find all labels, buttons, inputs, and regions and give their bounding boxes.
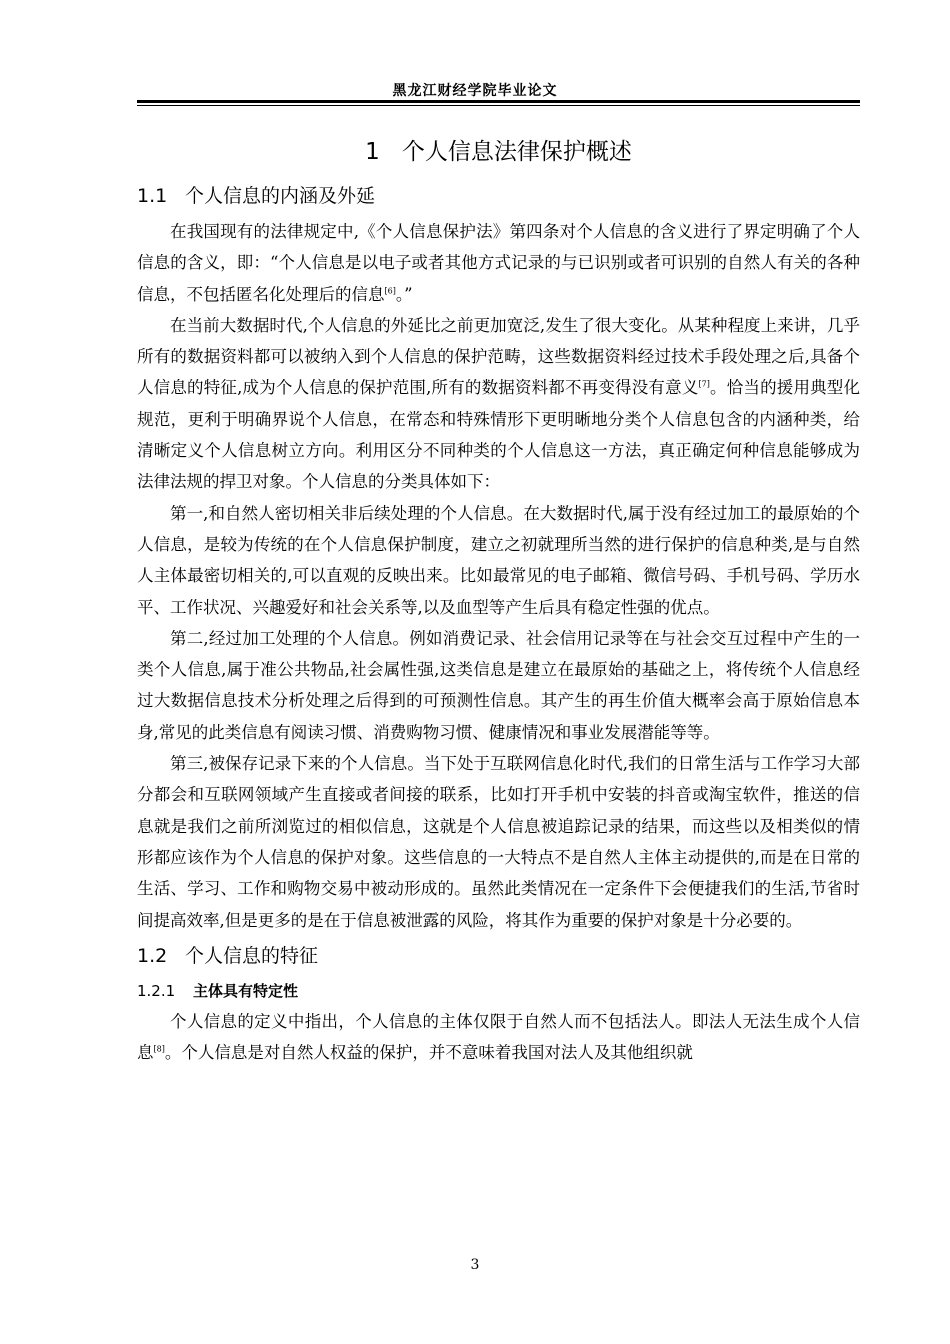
chapter-title: 个人信息法律保护概述: [401, 139, 632, 165]
chapter-heading: [137, 128, 860, 176]
running-header: 黑龙江财经学院毕业论文: [392, 83, 558, 99]
section-title: 个人信息的内涵及外延: [185, 185, 376, 207]
section-title: 个人信息的特征: [185, 944, 319, 967]
paragraph: [137, 310, 860, 498]
citation: [7]: [698, 379, 710, 389]
paragraph-text: 。”: [395, 284, 413, 304]
paragraph: [137, 216, 860, 310]
subsection-heading-1-2-1: [137, 976, 860, 1006]
header-rule-thin: [137, 105, 860, 106]
page-number: 3: [470, 1257, 480, 1273]
paragraph-text: 。个人信息是对自然人权益的保护，并不意味着我国对法人及其他组织就: [164, 1043, 693, 1063]
paragraph-text: 个人信息的定义中指出，个人信息的主体仅限于自然人而不包括法人。即法人无法生成个人信息: [137, 1011, 860, 1063]
paragraph: 第二,经过加工处理的个人信息。例如消费记录、社会信用记录等在与社会交互过程中产生的一类个人信息,属于准公共物品,社会属性强,这类信息是建立在最原始的基础之上，将传统个人信息经过大数据信息技术分析处理之后得到的可预测性信息。其产生的再生价值大概率会高于原始信息本身,常见的此类信息有阅读习惯、消费购物习惯、健康情况和事业发展潜能等等。: [137, 628, 860, 742]
header-rule-thick: [137, 100, 860, 103]
citation: [8]: [153, 1044, 165, 1054]
subsection-title: 主体具有特定性: [193, 981, 299, 1000]
paragraph-text: 。恰当的援用典型化规范，更利于明确界说个人信息，在常态和特殊情形下更明晰地分类个人信息包含的内涵种类，给清晰定义个人信息树立方向。利用区分不同种类的个人信息这一方法，真正确定何种信息能够成为法律法规的捍卫对象。个人信息的分类具体如下：: [137, 378, 860, 492]
page-body: [137, 128, 860, 1068]
section-number: 1.2: [137, 944, 168, 967]
paragraph-text: 在当前大数据时代,个人信息的外延比之前更加宽泛,发生了很大变化。从某种程度上来讲，几乎所有的数据资料都可以被纳入到个人信息的保护范畴，这些数据资料经过技术手段处理之后,具备个人信息的特征,成为个人信息的保护范围,所有的数据资料都不再变得没有意义: [137, 315, 860, 398]
paragraph: 第三,被保存记录下来的个人信息。当下处于互联网信息化时代,我们的日常生活与工作学习大部分都会和互联网领域产生直接或者间接的联系，比如打开手机中安装的抖音或淘宝软件，推送的信息就是我们之前所浏览过的相似信息，这就是个人信息被追踪记录的结果，而这些以及相类似的情形都应该作为个人信息的保护对象。这些信息的一大特点不是自然人主体主动提供的,而是在日常的生活、学习、工作和购物交易中被动形成的。虽然此类情况在一定条件下会便捷我们的生活,节省时间提高效率,但是更多的是在于信息被泄露的风险，将其作为重要的保护对象是十分必要的。: [137, 754, 860, 930]
section-heading-1-2: [137, 936, 860, 976]
subsection-number: 1.2.1: [137, 981, 176, 1000]
section-heading-1-1: [137, 176, 860, 216]
paragraph: [137, 1006, 860, 1069]
chapter-number: 1: [365, 139, 380, 165]
paragraph-text: 在我国现有的法律规定中,《个人信息保护法》第四条对个人信息的含义进行了界定明确了个人信息的含义，即：“个人信息是以电子或者其他方式记录的与已识别或者可识别的自然人有关的各种信息，不包括匿名化处理后的信息: [137, 222, 860, 304]
citation: [6]: [384, 286, 396, 296]
section-number: 1.1: [137, 185, 168, 207]
paragraph: 第一,和自然人密切相关非后续处理的个人信息。在大数据时代,属于没有经过加工的最原始的个人信息，是较为传统的在个人信息保护制度，建立之初就理所当然的进行保护的信息种类,是与自然人主体最密切相关的,可以直观的反映出来。比如最常见的电子邮箱、微信号码、手机号码、学历水平、工作状况、兴趣爱好和社会关系等,以及血型等产生后具有稳定性强的优点。: [137, 503, 860, 617]
